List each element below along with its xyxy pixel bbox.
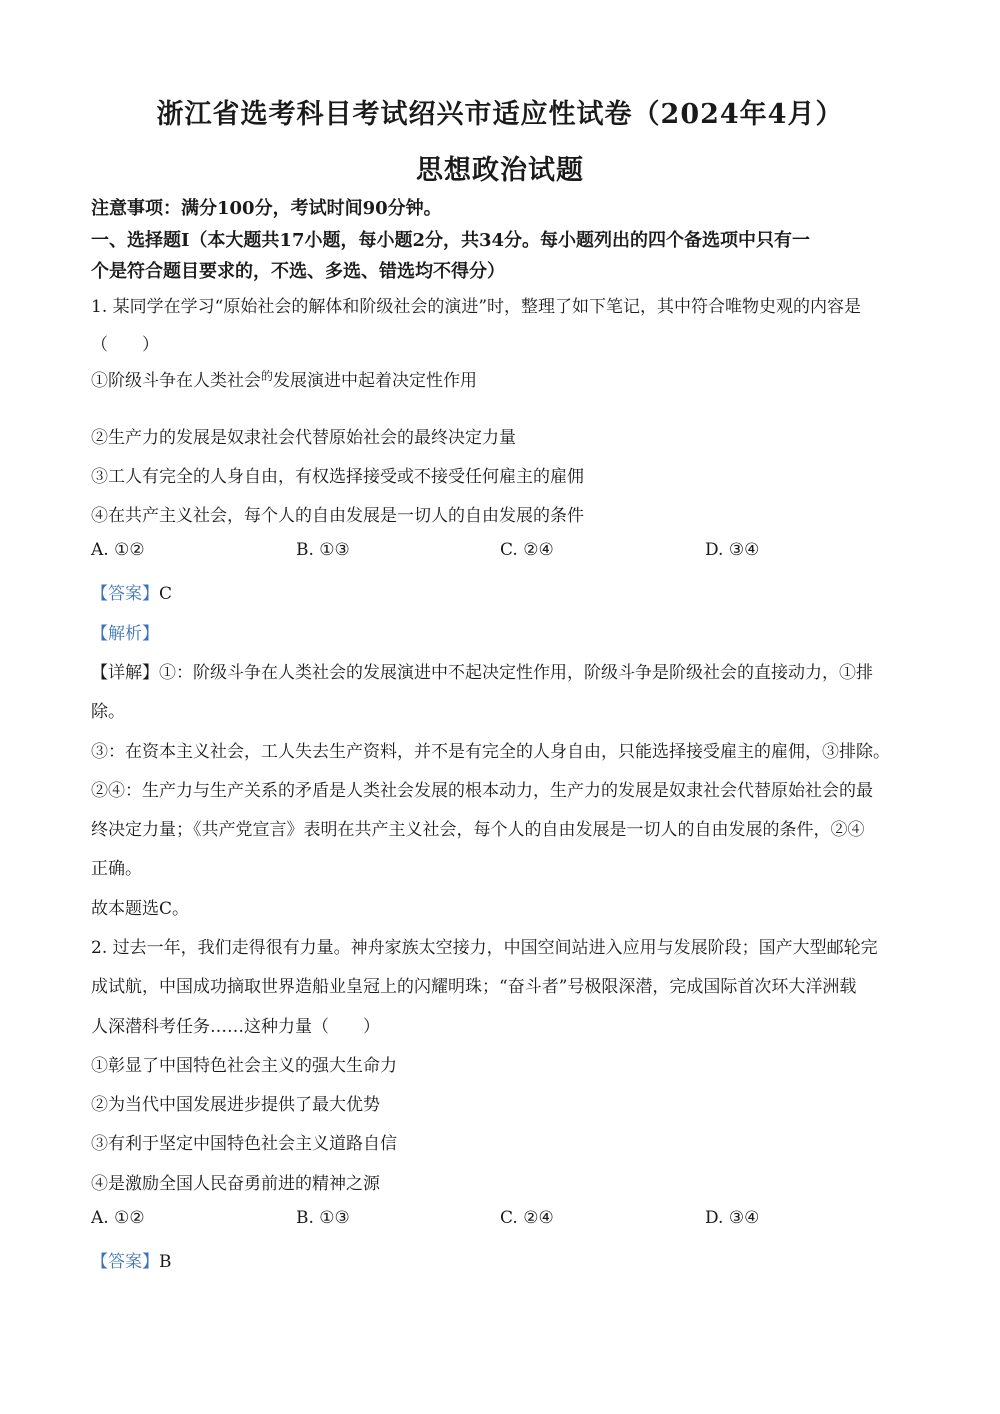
q2-answer	[91, 1247, 172, 1272]
section-heading-line1: 一、选择题Ⅰ（本大题共17小题，每小题2分，共34分。每小题列出的四个备选项中只有一	[91, 230, 811, 251]
q2-answer-value: B	[159, 1252, 172, 1272]
q1-option-c: C. ②④	[500, 540, 554, 560]
q1-detail-text1: ①：阶级斗争在人类社会的发展演进中不起决定性作用，阶级斗争是阶级社会的直接动力，①排	[159, 663, 873, 683]
q1-analysis-label: 【解析】	[91, 624, 159, 644]
q1-option-b: B. ①③	[296, 540, 350, 560]
q1-item-1-part-b: 发展演进中起着决定性作用	[273, 371, 478, 391]
q1-detail-line3: ③：在资本主义社会，工人失去生产资料，并不是有完全的人身自由，只能选择接受雇主的雇佣，③排除。	[91, 742, 890, 762]
q2-stem-line1: 2. 过去一年，我们走得很有力量。神舟家族太空接力，中国空间站进入应用与发展阶段；国产大型邮轮完	[91, 938, 878, 958]
q1-item-2: ②生产力的发展是奴隶社会代替原始社会的最终决定力量	[91, 428, 516, 448]
q2-option-b: B. ①③	[296, 1208, 350, 1228]
q1-item-1-sup: 的	[261, 369, 274, 383]
q1-item-3: ③工人有完全的人身自由，有权选择接受或不接受任何雇主的雇佣	[91, 467, 584, 487]
q1-option-d: D. ③④	[705, 540, 760, 560]
q1-stem-line2: （ ）	[91, 335, 159, 355]
exam-title: 浙江省选考科目考试绍兴市适应性试卷（2024年4月）	[156, 99, 844, 130]
q1-detail-label: 【详解】	[91, 663, 159, 683]
q2-item-3: ③有利于坚定中国特色社会主义道路自信	[91, 1134, 397, 1154]
q2-item-2: ②为当代中国发展进步提供了最大优势	[91, 1095, 380, 1115]
exam-subtitle: 思想政治试题	[416, 155, 584, 186]
q1-conclusion: 故本题选C。	[91, 899, 190, 919]
notice: 注意事项：满分100分，考试时间90分钟。	[91, 198, 442, 219]
q1-answer-label: 【答案】	[91, 584, 159, 604]
q1-detail-line6: 正确。	[91, 859, 142, 879]
q1-detail-line1	[91, 658, 873, 683]
q2-option-d: D. ③④	[705, 1208, 760, 1228]
q1-stem-line1: 1. 某同学在学习“原始社会的解体和阶级社会的演进”时，整理了如下笔记，其中符合唯物史观的内容是	[91, 297, 862, 317]
q1-item-4: ④在共产主义社会，每个人的自由发展是一切人的自由发展的条件	[91, 506, 584, 526]
q1-item-1	[91, 366, 477, 391]
q2-item-4: ④是激励全国人民奋勇前进的精神之源	[91, 1174, 380, 1194]
q2-option-a: A. ①②	[91, 1208, 145, 1228]
q1-answer	[91, 579, 172, 604]
q1-option-a: A. ①②	[91, 540, 145, 560]
section-heading-line2: 个是符合题目要求的，不选、多选、错选均不得分）	[91, 261, 505, 282]
q2-item-1: ①彰显了中国特色社会主义的强大生命力	[91, 1056, 397, 1076]
q1-item-1-part-a: ①阶级斗争在人类社会	[91, 371, 261, 391]
q1-detail-line2: 除。	[91, 702, 125, 722]
q2-answer-label: 【答案】	[91, 1252, 159, 1272]
q1-detail-line4: ②④：生产力与生产关系的矛盾是人类社会发展的根本动力，生产力的发展是奴隶社会代替原始社会的最	[91, 781, 873, 801]
q1-answer-value: C	[159, 584, 173, 604]
q2-stem-line2: 成试航，中国成功摘取世界造船业皇冠上的闪耀明珠；“奋斗者”号极限深潜，完成国际首次环大洋洲载	[91, 977, 857, 997]
q2-stem-line3: 人深潜科考任务……这种力量（ ）	[91, 1017, 380, 1037]
q2-option-c: C. ②④	[500, 1208, 554, 1228]
q1-detail-line5: 终决定力量；《共产党宣言》表明在共产主义社会，每个人的自由发展是一切人的自由发展的条件，②④	[91, 820, 865, 840]
